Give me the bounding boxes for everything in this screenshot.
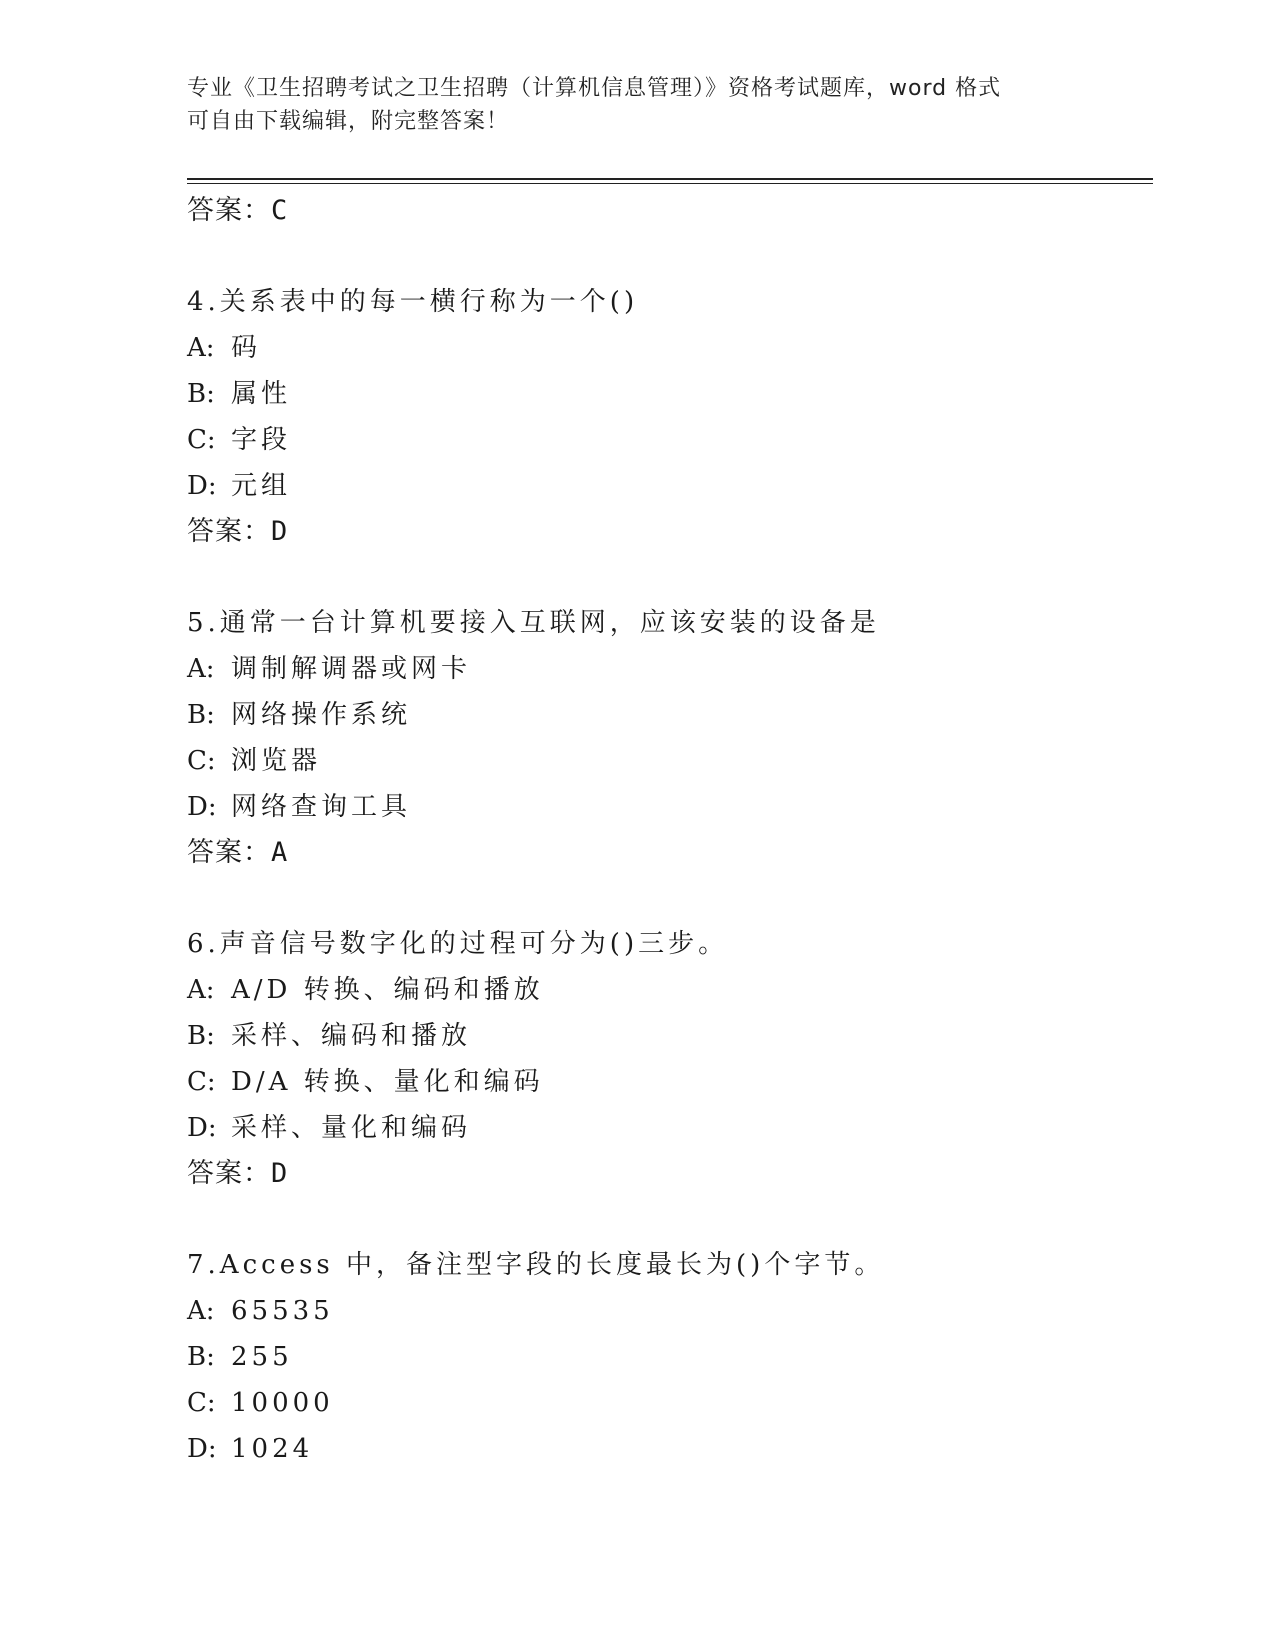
answer-line: [187, 509, 1147, 555]
option-d: [187, 1426, 1147, 1472]
option-c: [187, 417, 1147, 463]
question-list: [187, 188, 1147, 1472]
option-letter: C:: [187, 425, 216, 455]
option-letter: A:: [187, 1296, 215, 1326]
option-letter: B:: [187, 700, 215, 730]
option-letter: B:: [187, 1342, 215, 1372]
option-text: 网络操作系统: [231, 700, 412, 730]
spacer: [187, 555, 1147, 600]
question-block: [187, 921, 1147, 1197]
option-text: 元组: [231, 471, 292, 501]
document-header: [187, 72, 1067, 138]
option-letter: A:: [187, 654, 215, 684]
answer-value: C: [271, 195, 289, 226]
header-divider-thin: [187, 183, 1153, 184]
question-block: [187, 279, 1147, 555]
option-letter: C:: [187, 1388, 216, 1418]
answer-value: A: [271, 837, 289, 868]
option-text: 浏览器: [231, 746, 322, 776]
option-d: [187, 784, 1147, 830]
option-text: 码: [231, 333, 262, 363]
answer-value: D: [271, 1158, 289, 1189]
answer-label: 答案：: [187, 837, 271, 868]
answer-label: 答案：: [187, 1158, 271, 1189]
option-a: [187, 967, 1147, 1013]
option-text: A/D 转换、编码和播放: [231, 975, 544, 1005]
option-letter: D:: [187, 1434, 217, 1464]
option-b: [187, 1334, 1147, 1380]
option-text: 255: [231, 1342, 293, 1372]
option-text: D/A 转换、量化和编码: [231, 1067, 544, 1097]
question-title: 4.关系表中的每一横行称为一个(): [187, 287, 639, 317]
question-title: 7.Access 中，备注型字段的长度最长为()个字节。: [187, 1250, 885, 1280]
option-text: 属性: [231, 379, 292, 409]
option-text: 网络查询工具: [231, 792, 412, 822]
question-title: 5.通常一台计算机要接入互联网，应该安装的设备是: [187, 608, 880, 638]
option-text: 10000: [231, 1388, 334, 1418]
option-text: 65535: [231, 1296, 334, 1326]
option-c: [187, 738, 1147, 784]
answer-label: 答案：: [187, 195, 271, 226]
option-text: 1024: [231, 1434, 314, 1464]
option-b: [187, 371, 1147, 417]
answer-value: D: [271, 516, 289, 547]
option-a: [187, 1288, 1147, 1334]
option-c: [187, 1380, 1147, 1426]
question-title: 6.声音信号数字化的过程可分为()三步。: [187, 929, 729, 959]
option-letter: C:: [187, 1067, 216, 1097]
option-b: [187, 1013, 1147, 1059]
spacer: [187, 1197, 1147, 1242]
question-block: [187, 600, 1147, 876]
option-text: 调制解调器或网卡: [231, 654, 472, 684]
option-text: 采样、编码和播放: [231, 1021, 472, 1051]
header-line-2: 可自由下载编辑，附完整答案！: [187, 109, 510, 134]
answer-line: [187, 1151, 1147, 1197]
answer-line: [187, 188, 1147, 234]
answer-label: 答案：: [187, 516, 271, 547]
spacer: [187, 876, 1147, 921]
option-text: 字段: [231, 425, 292, 455]
header-divider-thick: [187, 178, 1153, 180]
option-letter: A:: [187, 333, 215, 363]
spacer: [187, 234, 1147, 279]
option-letter: C:: [187, 746, 216, 776]
option-letter: D:: [187, 792, 217, 822]
option-b: [187, 692, 1147, 738]
header-line-1: 专业《卫生招聘考试之卫生招聘（计算机信息管理）》资格考试题库，word 格式: [187, 76, 1002, 101]
option-c: [187, 1059, 1147, 1105]
answer-line: [187, 830, 1147, 876]
question-block: [187, 1242, 1147, 1472]
option-letter: B:: [187, 1021, 215, 1051]
option-letter: A:: [187, 975, 215, 1005]
option-letter: B:: [187, 379, 215, 409]
option-d: [187, 1105, 1147, 1151]
option-letter: D:: [187, 471, 217, 501]
option-a: [187, 646, 1147, 692]
option-a: [187, 325, 1147, 371]
option-text: 采样、量化和编码: [231, 1113, 472, 1143]
option-letter: D:: [187, 1113, 217, 1143]
option-d: [187, 463, 1147, 509]
